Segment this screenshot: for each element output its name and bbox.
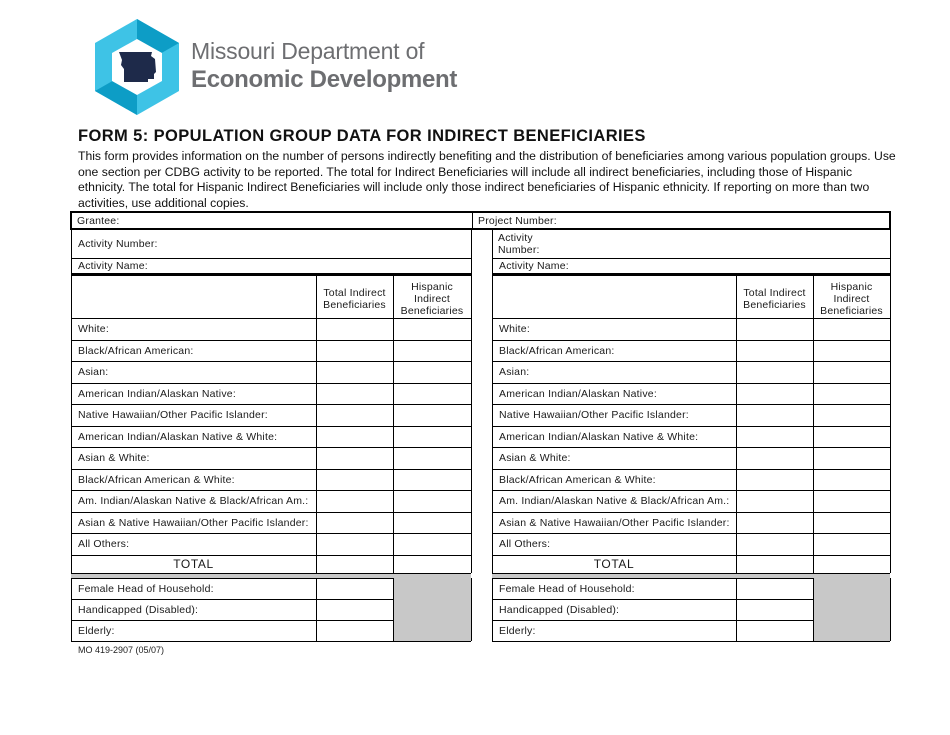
hispanic-indirect-input[interactable] xyxy=(394,405,470,425)
col-header-total: Total Indirect Beneficiaries xyxy=(743,287,806,311)
group-label: Asian: xyxy=(78,366,109,378)
org-name-line1: Missouri Department of xyxy=(191,38,425,64)
hispanic-indirect-input[interactable] xyxy=(814,341,889,361)
hispanic-indirect-input[interactable] xyxy=(394,384,470,404)
total-indirect-input[interactable] xyxy=(317,448,392,468)
total-indirect-input[interactable] xyxy=(317,534,392,554)
total-indirect-input[interactable] xyxy=(317,341,392,361)
group-label: Black/African American: xyxy=(78,344,194,357)
extra-row-label: Elderly: xyxy=(499,624,536,637)
col-header-total: Total Indirect Beneficiaries xyxy=(323,287,386,311)
hispanic-indirect-input[interactable] xyxy=(814,470,889,490)
total-indirect-input[interactable] xyxy=(317,491,392,511)
shaded-cell xyxy=(394,620,471,641)
extra-row-label: Handicapped (Disabled): xyxy=(499,603,620,616)
total-indirect-input[interactable] xyxy=(737,534,812,554)
group-label: American Indian/Alaskan Native: xyxy=(499,387,657,400)
total-indirect-input[interactable] xyxy=(737,448,812,468)
group-label: Asian & Native Hawaiian/Other Pacific Islander: xyxy=(78,516,309,529)
form-title: FORM 5: POPULATION GROUP DATA FOR INDIRECT BENEFICIARIES xyxy=(78,127,646,145)
project-number-label[interactable]: Project Number: xyxy=(478,215,557,227)
extra-row-input[interactable] xyxy=(737,600,812,619)
group-label: All Others: xyxy=(78,538,130,550)
extra-row-input[interactable] xyxy=(317,600,392,619)
total-indirect-input[interactable] xyxy=(737,513,812,533)
org-name-line2: Economic Development xyxy=(191,66,458,93)
extra-row-label: Female Head of Household: xyxy=(499,582,635,595)
total-indirect-input[interactable] xyxy=(317,427,392,447)
form-intro: This form provides information on the number of persons indirectly benefiting and the distribution of beneficiaries among various population groups. Use one section per CDBG activity to be reported. The total for Indirect Beneficiaries will include all indirect beneficiaries, including those of Hispanic ethnicity. The total for Hispanic Indirect Beneficiaries will include only those indirect beneficiaries of Hispanic ethnicity. If reporting on more than two activities, use additional copies. xyxy=(78,149,896,210)
total-indirect-input[interactable] xyxy=(737,470,812,490)
group-label: Asian & White: xyxy=(78,452,150,464)
group-label: Asian & Native Hawaiian/Other Pacific Islander: xyxy=(499,516,730,529)
hispanic-indirect-input[interactable] xyxy=(814,534,889,554)
hispanic-indirect-input[interactable] xyxy=(394,427,470,447)
group-label: Black/African American & White: xyxy=(78,473,235,486)
group-label: All Others: xyxy=(499,538,551,550)
total-indirect-input[interactable] xyxy=(317,362,392,382)
hispanic-indirect-input[interactable] xyxy=(394,448,470,468)
extra-row-input[interactable] xyxy=(737,621,812,640)
extra-row-input[interactable] xyxy=(317,579,392,598)
group-label: Native Hawaiian/Other Pacific Islander: xyxy=(78,409,268,421)
hispanic-indirect-input[interactable] xyxy=(394,513,470,533)
hispanic-indirect-input[interactable] xyxy=(814,319,889,339)
shaded-cell xyxy=(394,599,471,620)
group-label: Am. Indian/Alaskan Native & Black/African Am.: xyxy=(499,495,730,507)
group-label: Asian: xyxy=(499,366,530,378)
extra-row-label: Handicapped (Disabled): xyxy=(78,603,199,616)
extra-row-label: Elderly: xyxy=(78,624,115,637)
shaded-cell xyxy=(814,599,890,620)
total-indirect-input[interactable] xyxy=(737,362,812,382)
activity-number-label[interactable]: Activity Number: xyxy=(498,232,540,256)
total-indirect-input[interactable] xyxy=(737,341,812,361)
extra-row-label: Female Head of Household: xyxy=(78,582,214,595)
hispanic-indirect-input[interactable] xyxy=(394,341,470,361)
shaded-cell xyxy=(814,620,890,641)
shaded-cell xyxy=(394,578,471,599)
total-indirect-input[interactable] xyxy=(317,319,392,339)
activity-name-label[interactable]: Activity Name: xyxy=(499,260,569,272)
group-label: American Indian/Alaskan Native & White: xyxy=(499,430,699,443)
hispanic-indirect-input[interactable] xyxy=(394,491,470,511)
group-label: Asian & White: xyxy=(499,452,571,464)
total-indirect-input[interactable] xyxy=(317,470,392,490)
group-label: Am. Indian/Alaskan Native & Black/African Am.: xyxy=(78,495,309,507)
form-number: MO 419-2907 (05/07) xyxy=(78,645,165,655)
hispanic-indirect-input[interactable] xyxy=(394,319,470,339)
group-label: American Indian/Alaskan Native: xyxy=(78,387,236,400)
group-label: American Indian/Alaskan Native & White: xyxy=(78,430,278,443)
total-indirect-input[interactable] xyxy=(737,319,812,339)
hispanic-indirect-input[interactable] xyxy=(814,448,889,468)
hispanic-indirect-input[interactable] xyxy=(814,362,889,382)
hispanic-indirect-input[interactable] xyxy=(814,405,889,425)
hispanic-indirect-input[interactable] xyxy=(814,427,889,447)
col-header-hispanic: Hispanic Indirect Beneficiaries xyxy=(400,281,464,317)
logo-icon xyxy=(92,17,182,117)
hispanic-indirect-input[interactable] xyxy=(394,362,470,382)
shaded-cell xyxy=(814,578,890,599)
total-indirect-input[interactable] xyxy=(317,513,392,533)
total-indirect-input[interactable] xyxy=(317,384,392,404)
total-indirect-input[interactable] xyxy=(737,405,812,425)
hispanic-indirect-input[interactable] xyxy=(814,384,889,404)
grantee-label[interactable]: Grantee: xyxy=(77,215,120,227)
hispanic-indirect-input[interactable] xyxy=(814,513,889,533)
total-indirect-input[interactable] xyxy=(737,491,812,511)
group-label: Native Hawaiian/Other Pacific Islander: xyxy=(499,409,689,421)
extra-row-input[interactable] xyxy=(737,579,812,598)
total-indirect-input[interactable] xyxy=(317,405,392,425)
group-label: White: xyxy=(499,323,530,335)
hispanic-indirect-input[interactable] xyxy=(394,534,470,554)
group-label: Black/African American: xyxy=(499,344,615,357)
hispanic-indirect-input[interactable] xyxy=(394,470,470,490)
hispanic-indirect-input[interactable] xyxy=(814,491,889,511)
group-label: White: xyxy=(78,323,109,335)
activity-name-label[interactable]: Activity Name: xyxy=(78,260,148,272)
total-indirect-input[interactable] xyxy=(737,384,812,404)
extra-row-input[interactable] xyxy=(317,621,392,640)
col-header-hispanic: Hispanic Indirect Beneficiaries xyxy=(820,281,883,317)
group-label: Black/African American & White: xyxy=(499,473,656,486)
total-label: TOTAL xyxy=(593,556,635,571)
total-label: TOTAL xyxy=(173,556,214,571)
total-indirect-input[interactable] xyxy=(737,427,812,447)
activity-number-label[interactable]: Activity Number: xyxy=(78,238,158,250)
